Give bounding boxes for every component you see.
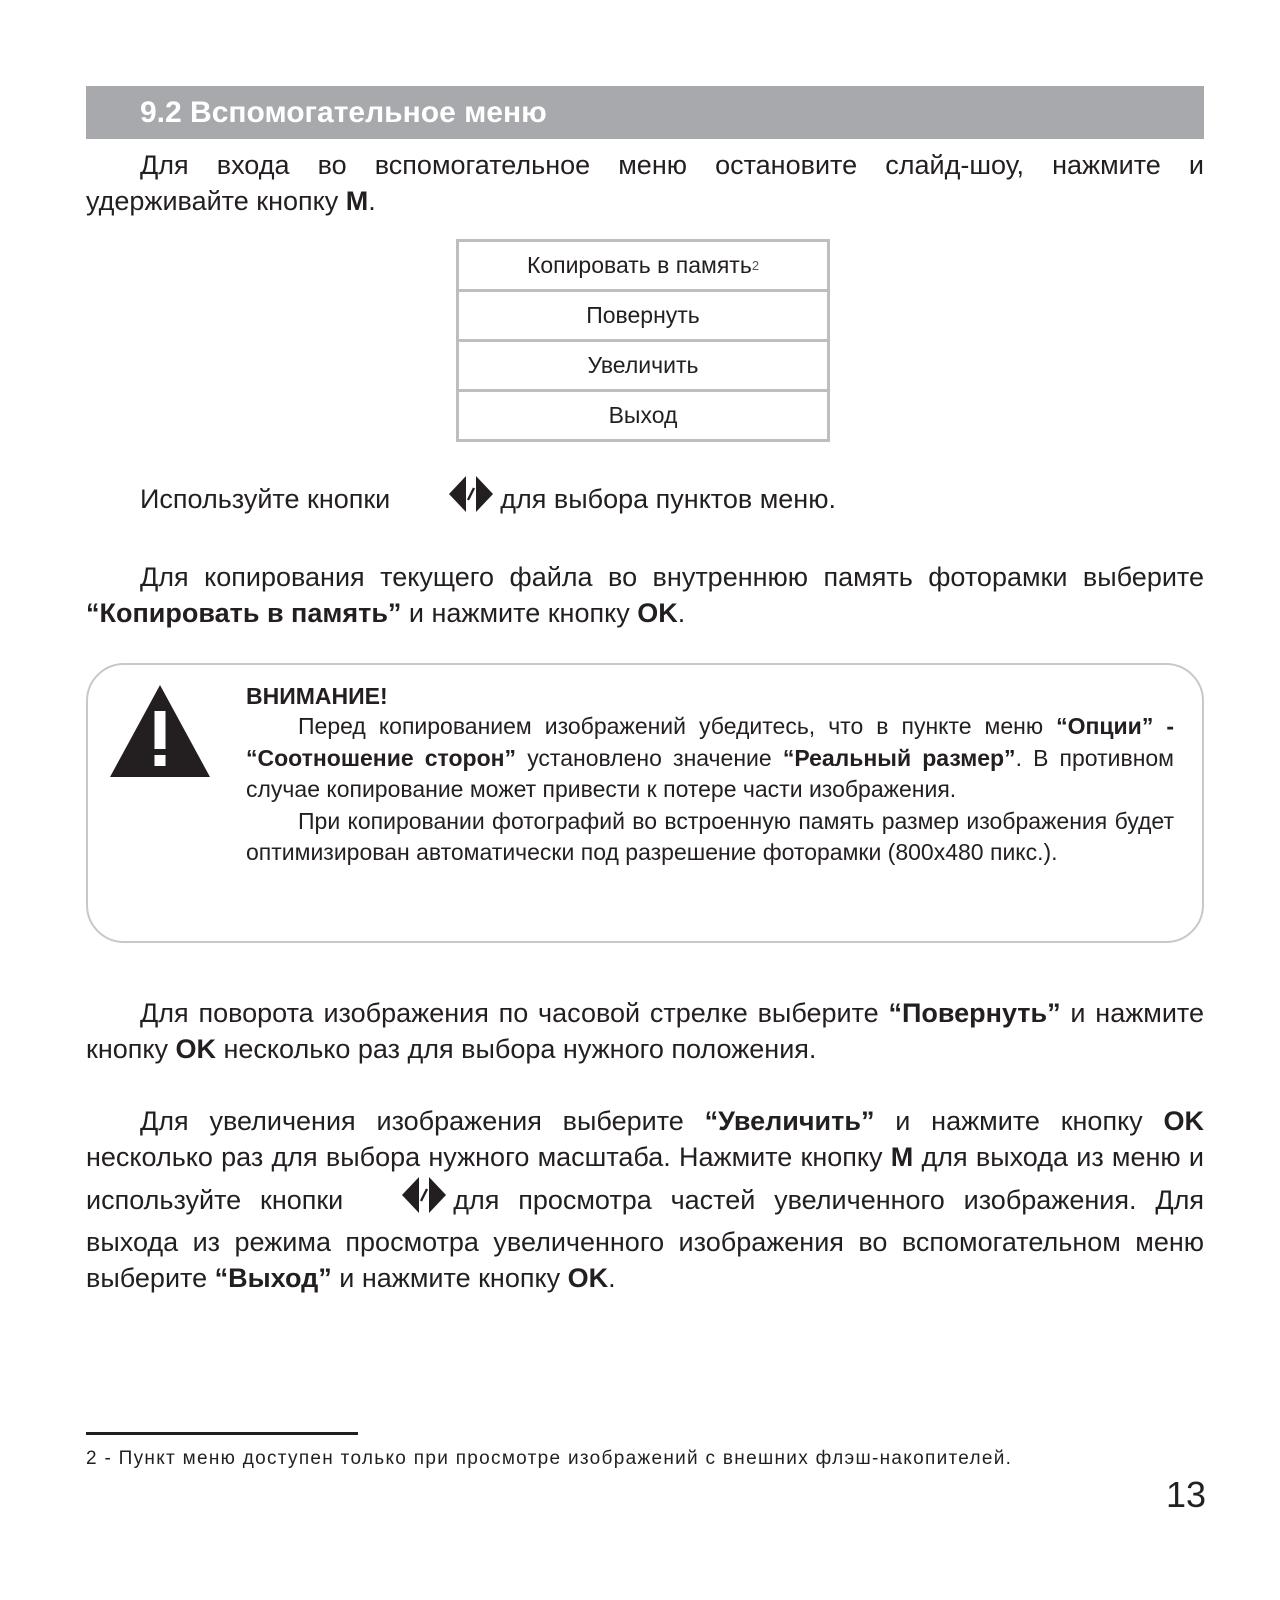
copy-paragraph: Для копирования текущего файла во внутреннюю память фоторамки выберите “Копировать в память” и нажмите кнопку OK.	[86, 562, 1204, 628]
buttons-paragraph: Используйте кнопки для выбора пунктов меню.	[86, 474, 1204, 523]
intro-paragraph: Для входа во вспомогательное меню остановите слайд-шоу, нажмите и удерживайте кнопку M.	[86, 150, 1204, 216]
left-right-arrows-icon	[345, 1175, 449, 1224]
menu-item-exit[interactable]: Выход	[608, 402, 678, 428]
menu-item-zoom[interactable]: Увеличить	[459, 342, 827, 392]
footnote-divider	[86, 1432, 358, 1435]
warning-triangle-icon	[110, 685, 210, 782]
warning-paragraph-1: Перед копированием изображений убедитесь, что в пункте меню “Опции” - “Соотношение сторон” установлено значение “Реальный размер”. В противном случае копирование может привести к потере части изображения.	[246, 713, 1174, 802]
page-content	[86, 86, 1204, 1296]
menu-item-copy[interactable]: Копировать в память 2	[459, 242, 827, 292]
footnote: 2 - Пункт меню доступен только при просмотре изображений с внешних флэш-накопителей.	[86, 1448, 1013, 1469]
section-header	[86, 86, 1204, 139]
key-m: M	[345, 186, 369, 216]
warning-content	[246, 681, 1174, 869]
page-number: 13	[1165, 1474, 1206, 1515]
warning-paragraph-2: При копировании фотографий во встроенную память размер изображения будет оптимизирован автоматически под разрешение фоторамки (800х480 пикс.).	[246, 807, 1174, 865]
rotate-paragraph: Для поворота изображения по часовой стрелке выберите “Повернуть” и нажмите кнопку OK несколько раз для выбора нужного положения.	[86, 998, 1204, 1064]
warning-title: ВНИМАНИЕ!	[246, 683, 388, 709]
section-title: 9.2 Вспомогательное меню	[140, 95, 547, 129]
warning-box	[86, 663, 1204, 943]
auxiliary-menu	[456, 239, 830, 442]
menu-item-rotate[interactable]: Повернуть	[459, 292, 827, 342]
left-right-arrows-icon	[392, 474, 496, 523]
zoom-paragraph: Для увеличения изображения выберите “Увеличить” и нажмите кнопку OK несколько раз для выбора нужного масштаба. Нажмите кнопку M для выхода из меню и используйте кнопки для просмотра частей увеличенного изображения. Для выхода из режима просмотра увеличенного изображения во вспомогательном меню выберите “Выход” и нажмите кнопку OK.	[86, 1106, 1205, 1293]
